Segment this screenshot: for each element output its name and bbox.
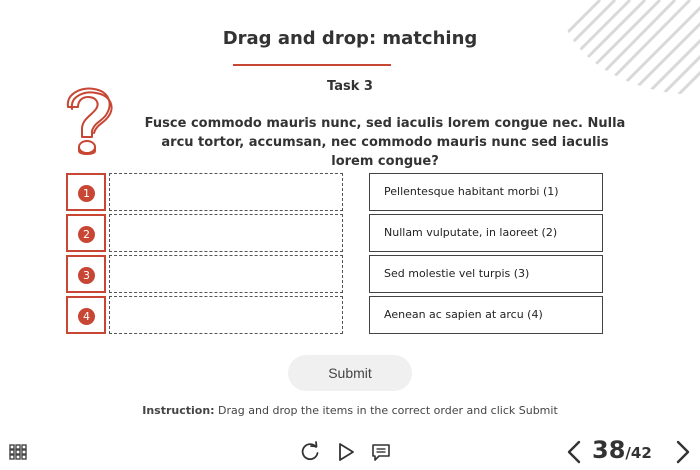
replay-icon[interactable] <box>299 441 321 463</box>
drop-zone[interactable] <box>109 214 343 252</box>
play-icon[interactable] <box>335 441 357 463</box>
title-underline <box>233 64 391 66</box>
instruction-prefix: Instruction: <box>142 404 215 417</box>
slot-number-badge: 1 <box>78 185 95 202</box>
instruction-text <box>0 404 700 417</box>
question-mark-icon <box>60 85 116 157</box>
drag-item-1[interactable]: Pellentesque habitant morbi (1) <box>369 173 603 211</box>
chevron-right-icon[interactable] <box>675 440 691 464</box>
slot-number-badge: 3 <box>78 267 95 284</box>
total-pages: /42 <box>625 444 652 462</box>
notes-icon[interactable] <box>370 441 392 463</box>
slot-number-badge: 4 <box>78 308 95 325</box>
chevron-left-icon[interactable] <box>566 440 582 464</box>
drag-item-2[interactable]: Nullam vulputate, in laoreet (2) <box>369 214 603 252</box>
submit-button[interactable]: Submit <box>288 355 412 391</box>
instruction-body: Drag and drop the items in the correct order and click Submit <box>214 404 558 417</box>
drop-zone[interactable] <box>109 255 343 293</box>
slot-number-box <box>66 255 106 293</box>
page-title: Drag and drop: matching <box>222 28 478 49</box>
page-counter <box>592 436 652 464</box>
slot-number-box <box>66 214 106 252</box>
question-text: Fusce commodo mauris nunc, sed iaculis lorem congue nec. Nulla arcu tortor, accumsan, nec commodo mauris nunc sed iaculis lorem congue? <box>144 116 626 169</box>
grid-menu-icon[interactable] <box>9 443 27 461</box>
slot-number-badge: 2 <box>78 226 95 243</box>
drop-zone[interactable] <box>109 296 343 334</box>
drop-slot-3[interactable] <box>66 255 343 293</box>
current-page: 38 <box>592 436 626 464</box>
drop-slot-4[interactable] <box>66 296 343 334</box>
drop-slot-1[interactable] <box>66 173 343 211</box>
task-label: Task 3 <box>327 79 373 94</box>
drop-slot-2[interactable] <box>66 214 343 252</box>
slot-number-box <box>66 296 106 334</box>
drag-item-3[interactable]: Sed molestie vel turpis (3) <box>369 255 603 293</box>
drop-zone[interactable] <box>109 173 343 211</box>
drag-item-4[interactable]: Aenean ac sapien at arcu (4) <box>369 296 603 334</box>
slot-number-box <box>66 173 106 211</box>
